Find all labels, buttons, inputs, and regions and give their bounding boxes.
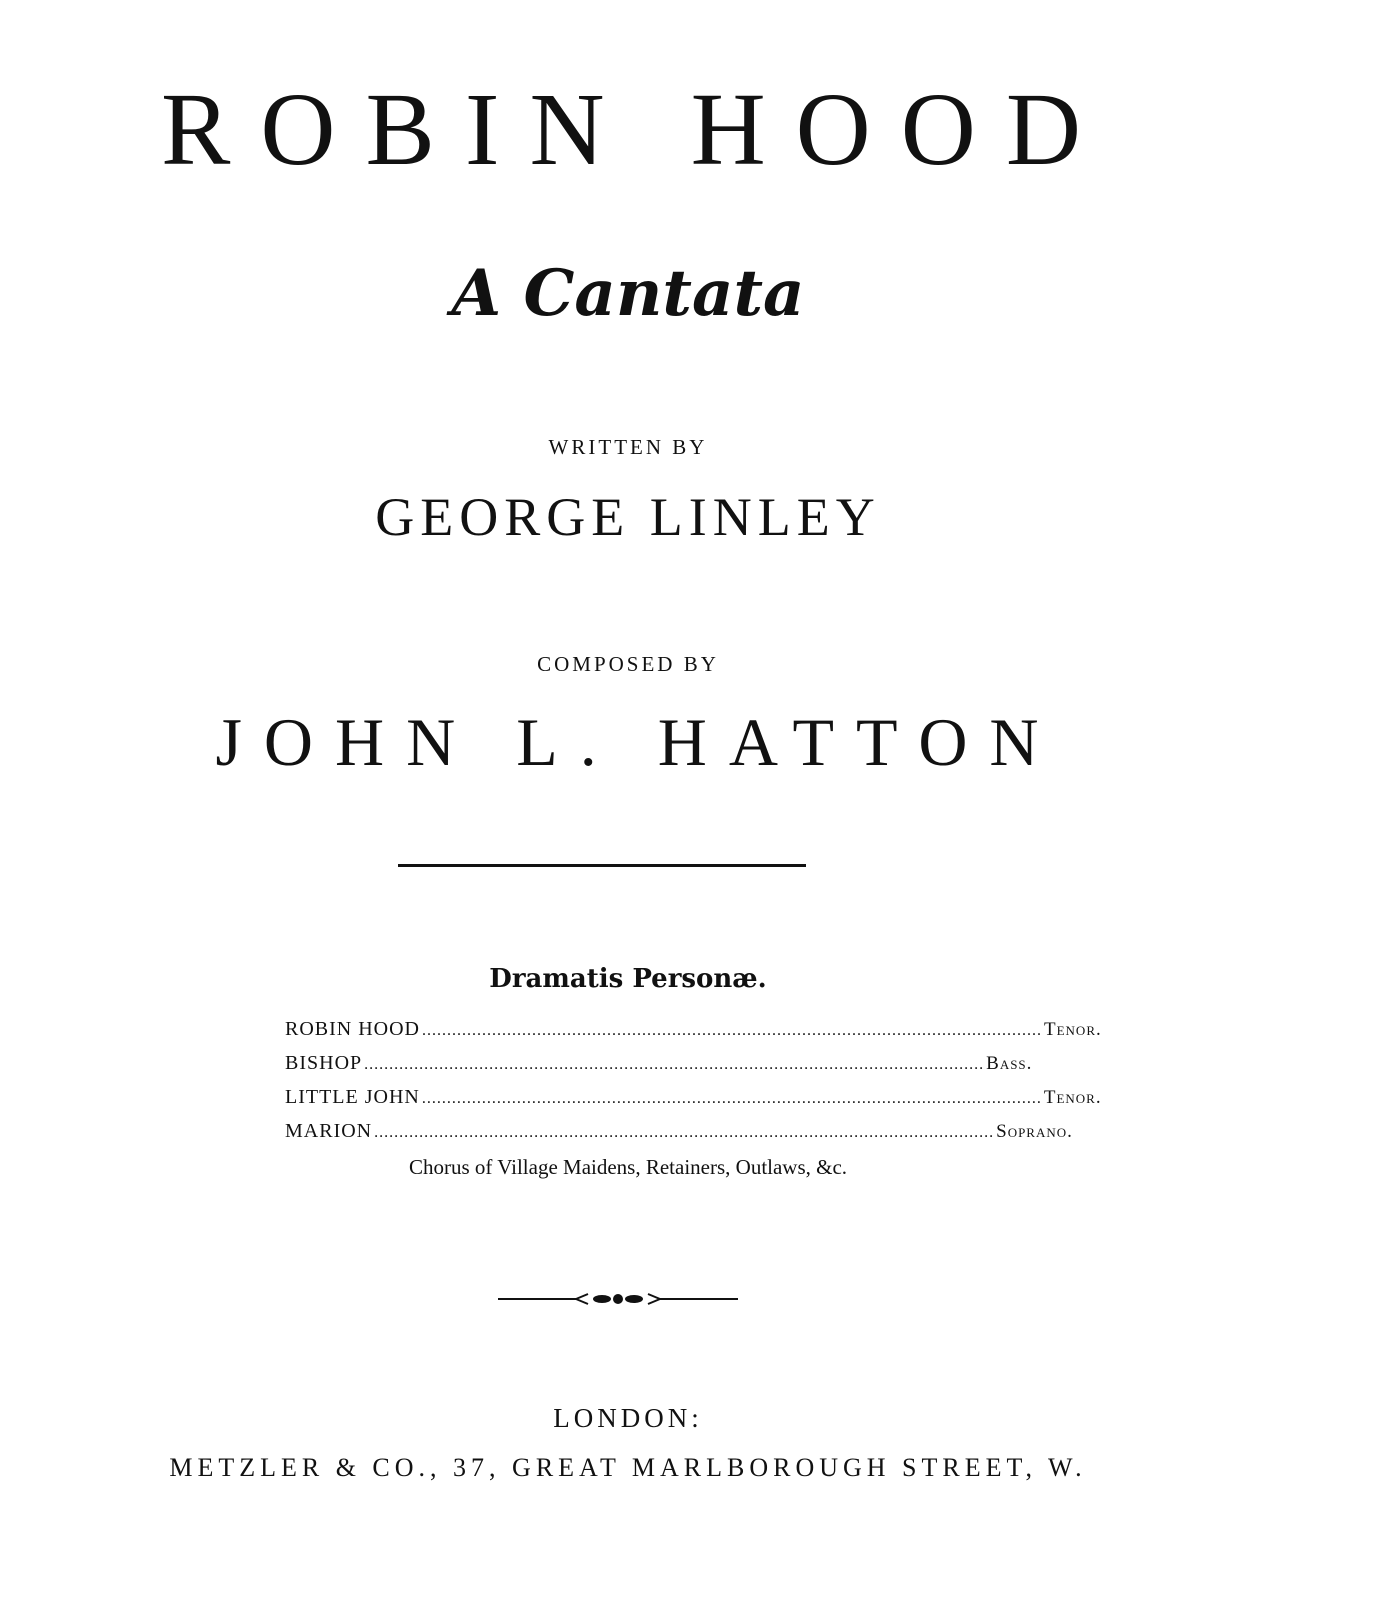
- cantata-title: ROBIN HOOD: [161, 72, 1111, 187]
- publication-city: LONDON:: [553, 1403, 703, 1433]
- chorus-note: Chorus of Village Maidens, Retainers, Outlaws, &c.: [408, 1155, 848, 1179]
- written-by-label: WRITTEN BY: [548, 435, 708, 459]
- divider-rule: [398, 864, 806, 867]
- cast-row: [285, 1086, 1102, 1120]
- leader-dots: ............................................................................................................................: [421, 1090, 1042, 1107]
- cast-row: [285, 1120, 1073, 1154]
- ornament-rule: [498, 1286, 738, 1312]
- leader-dots: ............................................................................................................................: [374, 1124, 995, 1141]
- author-name: GEORGE LINLEY: [375, 487, 881, 547]
- cantata-subtitle: A Cantata: [451, 256, 805, 331]
- cast-role: LITTLE JOHN: [285, 1086, 420, 1108]
- cast-role: MARION: [285, 1120, 373, 1142]
- cast-row: [285, 1052, 1033, 1086]
- cast-voice: Tenor.: [1043, 1087, 1102, 1108]
- cast-list: [285, 1018, 1102, 1154]
- cast-voice: Soprano.: [996, 1121, 1073, 1142]
- cast-voice: Tenor.: [1044, 1019, 1102, 1040]
- publisher-imprint: METZLER & CO., 37, GREAT MARLBOROUGH STREET, W.: [169, 1453, 1087, 1482]
- leader-dots: ............................................................................................................................: [422, 1022, 1042, 1039]
- cast-role: ROBIN HOOD: [285, 1018, 420, 1040]
- cast-row: [285, 1018, 1102, 1052]
- composed-by-label: COMPOSED BY: [537, 652, 719, 676]
- dramatis-personae-heading: Dramatis Personæ.: [489, 964, 767, 994]
- composer-name: JOHN L. HATTON: [215, 704, 1061, 780]
- cast-role: BISHOP: [285, 1052, 363, 1074]
- leader-dots: ............................................................................................................................: [364, 1056, 985, 1073]
- cast-voice: Bass.: [986, 1053, 1033, 1074]
